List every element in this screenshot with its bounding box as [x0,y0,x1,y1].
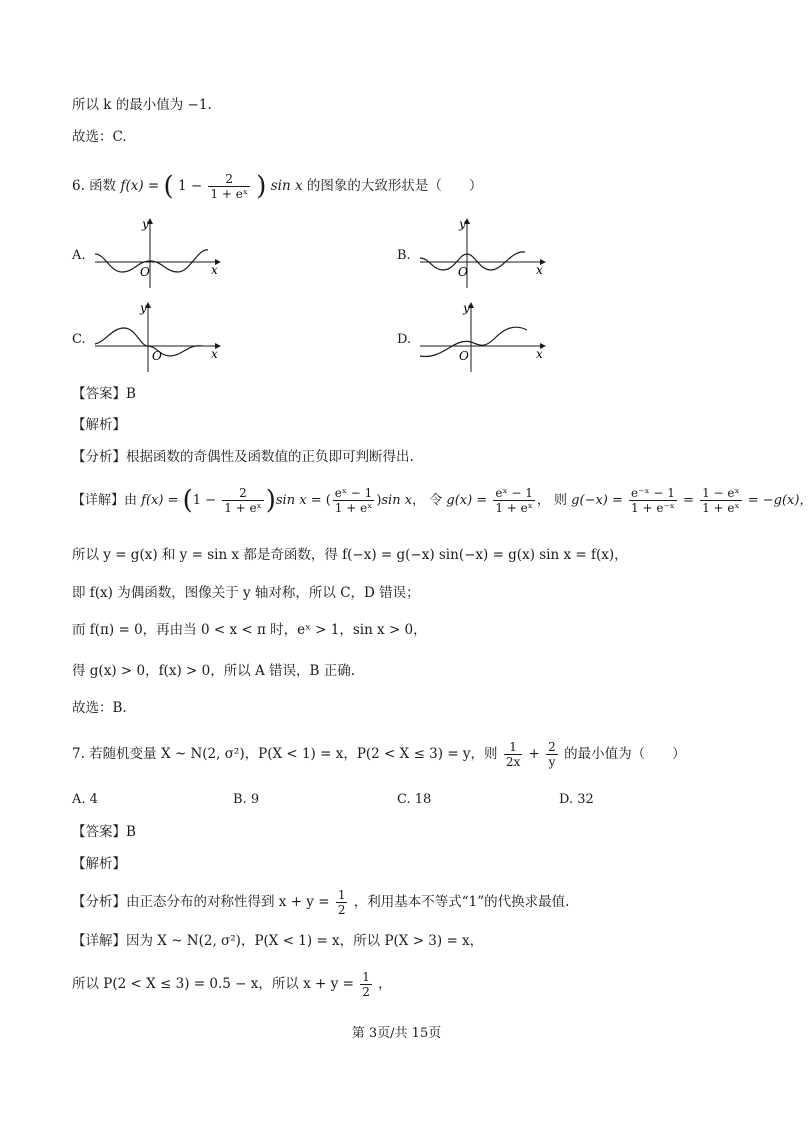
q7-option-b: B. 9 [233,792,260,807]
option-d-label: D. [397,332,412,347]
option-c-label: C. [72,332,86,347]
detail-line-6: 【详解】由 f(x) = (1 − $\frac{2}{\text{1 + eˣ}}$ )sin x = ( $\frac{\text{eˣ − 1}}{\text{1 + eˣ}}$ )sin x， 令 g(x) = $\frac{\text{eˣ − 1}}{\text{1 + eˣ}}$ ， 则 g(−x) = $\frac{\text{e⁻ˣ − 1}}{\text{1 + e⁻ˣ}}$ = $\frac{\text{1 − eˣ}}{\text{1 + eˣ}}$ = −g(x)， [72,485,812,516]
text-line-g-positive: 得 g(x) > 0，f(x) > 0，所以 A 错误，B 正确. [72,663,356,679]
q7-option-d: D. 32 [559,792,594,807]
text-line-even: 即 f(x) 为偶函数，图像关于 y 轴对称，所以 C，D 错误； [72,585,420,601]
q6-fraction: $\frac{2}{\text{1 + eˣ}}$ [210,172,248,201]
option-a-label: A. [72,248,86,263]
svg-text:O: O [458,265,468,279]
svg-text:O: O [459,349,469,363]
text-line-min-k: 所以 k 的最小值为 −1. [72,97,212,113]
svg-text:O: O [152,349,162,363]
svg-text:x: x [536,263,543,277]
text-line-odd: 所以 y = g(x) 和 y = sin x 都是奇函数，得 f(−x) = g(−x) sin(−x) = g(x) sin x = f(x)， [72,547,628,563]
q6-prefix: 6. 函数 [72,178,117,194]
analysis-heading-7: 【解析】 [72,856,126,872]
q7-option-c: C. 18 [397,792,432,807]
svg-text:y: y [459,217,466,231]
svg-text:x: x [536,347,543,361]
svg-text:y: y [463,301,470,315]
analysis-summary-7: 【分析】由正态分布的对称性得到 x + y = $\frac{1}{2}$ ，利用基本不等式“1”的代换求最值. [72,888,570,917]
page-footer: 第 3页/共 15页 [351,1026,442,1041]
text-line-pi: 而 f(π) = 0，再由当 0 < x < π 时，eˣ > 1，sin x > 0， [72,622,427,638]
q6-sinx: sin x [270,178,303,194]
question-6: 6. 函数 f(x) = ( 1 − $\frac{2}{\text{1 + eˣ}}$ ) sin x 的图象的大致形状是（ ） [72,171,483,202]
detail-line-7b: 所以 P(2 < X ≤ 3) = 0.5 − x，所以 x + y = $\frac{1}{2}$ ， [72,970,392,999]
option-b-label: B. [397,248,411,263]
q6-fx: f(x) = [120,178,160,194]
graph-option-d [415,300,550,375]
svg-text:y: y [140,301,147,315]
graph-option-a [90,216,225,291]
text-line-choose-b: 故选：B. [72,700,127,716]
answer-6: 【答案】B [72,386,136,402]
question-7: 7. 若随机变量 X ~ N(2, σ²)，P(X < 1) = x，P(2 < X ≤ 3) = y，则 $\frac{1}{2x}$ + $\frac{2}{y}$ 的最小值为（ ） [72,740,686,769]
svg-text:y: y [142,217,149,231]
answer-7: 【答案】B [72,824,136,840]
svg-text:O: O [140,265,150,279]
text-line-choose-c: 故选：C. [72,129,127,145]
analysis-heading-6: 【解析】 [72,417,126,433]
svg-text:x: x [211,347,218,361]
q6-one-minus: 1 − [177,178,203,194]
svg-text:x: x [211,263,218,277]
q7-option-a: A. 4 [72,792,98,807]
graph-option-b [415,216,550,291]
q6-suffix: 的图象的大致形状是（ ） [306,178,483,194]
detail-line-7: 【详解】因为 X ~ N(2, σ²)，P(X < 1) = x，所以 P(X > 3) = x， [72,933,484,949]
analysis-summary-6: 【分析】根据函数的奇偶性及函数值的正负即可判断得出. [72,449,414,465]
graph-option-c [90,300,225,375]
